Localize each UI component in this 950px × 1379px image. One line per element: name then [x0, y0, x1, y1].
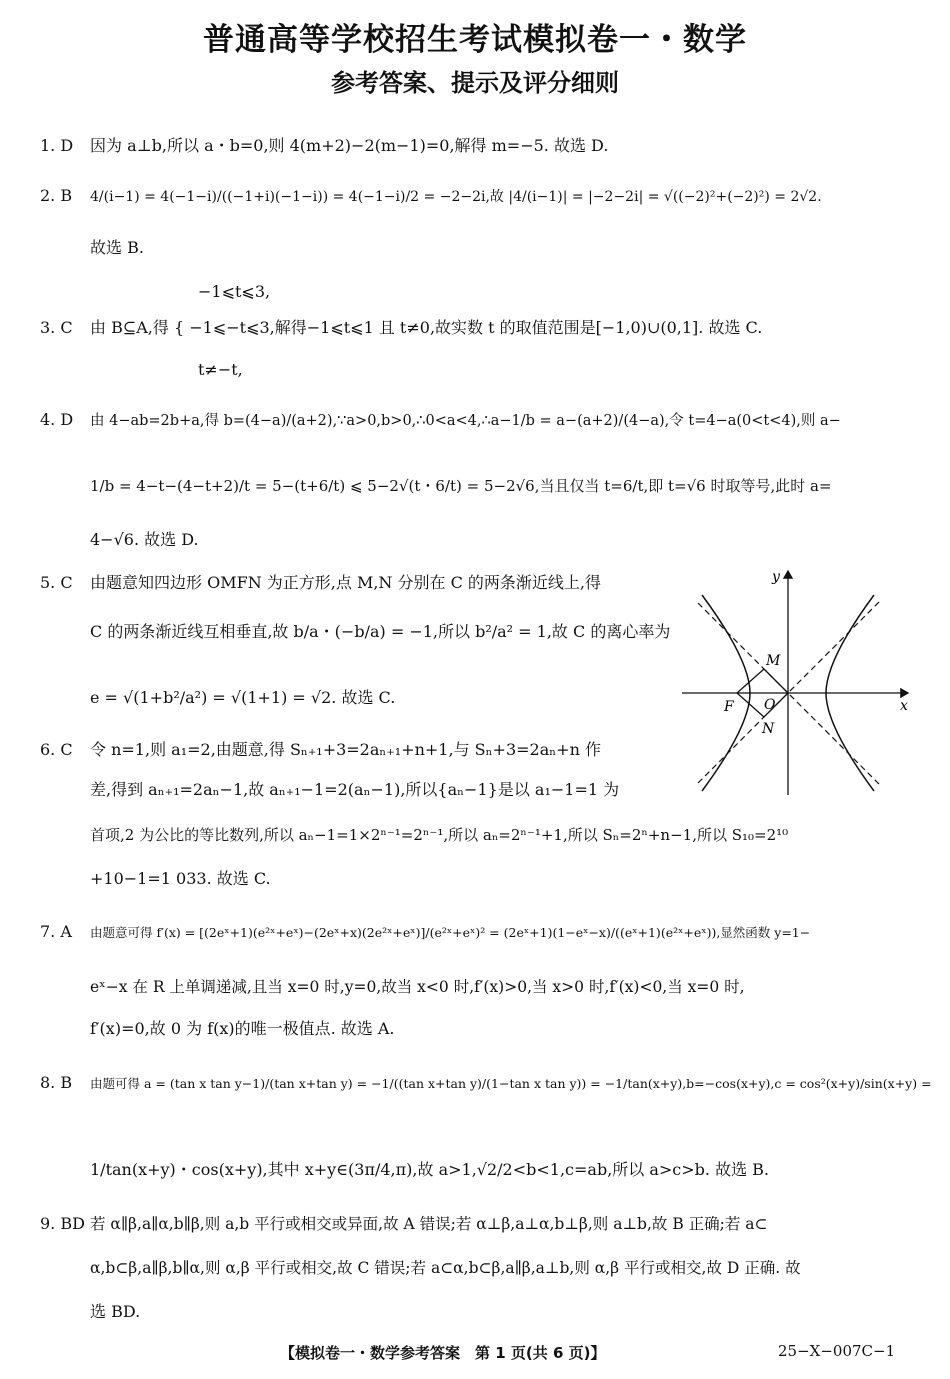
answer-line: 4−√6. 故选 D.: [90, 530, 199, 549]
answer-line: 差,得到 aₙ₊₁=2aₙ−1,故 aₙ₊₁−1=2(aₙ−1),所以{aₙ−1}是以 a₁−1=1 为: [90, 780, 620, 799]
answer-line: +10−1=1 033. 故选 C.: [90, 869, 271, 888]
answer-line: 5. C 由题意知四边形 OMFN 为正方形,点 M,N 分别在 C 的两条渐近线上,得: [40, 573, 602, 592]
answer-line: t≠−t,: [198, 360, 243, 379]
M-label: M: [766, 653, 781, 669]
answer-line: 1/b = 4−t−(4−t+2)/t = 5−(t+6/t) ⩽ 5−2√(t・6/t) = 5−2√6,当且仅当 t=6/t,即 t=√6 时取等号,此时 a=: [90, 477, 832, 495]
answer-line: 4. D 由 4−ab=2b+a,得 b=(4−a)/(a+2),∵a>0,b>0,∴0<a<4,∴a−1/b = a−(a+2)/(4−a),令 t=4−a(0<t<4),则 a−: [40, 410, 841, 429]
answer-line: 选 BD.: [90, 1302, 141, 1321]
answer-line: 6. C 令 n=1,则 a₁=2,由题意,得 Sₙ₊₁+3=2aₙ₊₁+n+1,与 Sₙ+3=2aₙ+n 作: [40, 740, 601, 759]
hyperbola-figure: [680, 565, 912, 799]
origin-label: O: [764, 697, 776, 713]
answer-line: e = √(1+b²/a²) = √(1+1) = √2. 故选 C.: [90, 688, 396, 707]
answer-line: C 的两条渐近线互相垂直,故 b/a・(−b/a) = −1,所以 b²/a² = 1,故 C 的离心率为: [90, 622, 671, 641]
answer-line: −1⩽t⩽3,: [198, 282, 271, 301]
answer-line: 首项,2 为公比的等比数列,所以 aₙ−1=1×2ⁿ⁻¹=2ⁿ⁻¹,所以 aₙ=2ⁿ⁻¹+1,所以 Sₙ=2ⁿ+n−1,所以 S₁₀=2¹⁰: [90, 826, 789, 844]
document-code: 25−X−007C−1: [778, 1342, 896, 1360]
F-label: F: [724, 699, 734, 715]
page-title: 普通高等学校招生考试模拟卷一・数学: [203, 22, 747, 58]
answer-line: 7. A 由题意可得 f′(x) = [(2eˣ+1)(e²ˣ+eˣ)−(2eˣ+x)(2e²ˣ+eˣ)]/(e²ˣ+eˣ)² = (2eˣ+1)(1−eˣ−x)/((eˣ+1)(e²ˣ+eˣ)),显然函数 y=1−: [40, 922, 811, 941]
answer-line: eˣ−x 在 R 上单调递减,且当 x=0 时,y=0,故当 x<0 时,f′(x)>0,当 x>0 时,f′(x)<0,当 x=0 时,: [90, 978, 745, 996]
answer-line: 9. BD 若 α∥β,a∥α,b∥β,则 a,b 平行或相交或异面,故 A 错误;若 α⊥β,a⊥α,b⊥β,则 a⊥b,故 B 正确;若 a⊂: [40, 1214, 768, 1233]
page-footer: 【模拟卷一・数学参考答案 第 1 页(共 6 页)】: [280, 1344, 606, 1362]
y-label: y: [772, 569, 780, 585]
answer-line: 故选 B.: [90, 238, 144, 257]
answer-line: 1/tan(x+y)・cos(x+y),其中 x+y∈(3π/4,π),故 a>1,√2/2<b<1,c=ab,所以 a>c>b. 故选 B.: [90, 1160, 770, 1179]
answer-line: 8. B 由题可得 a = (tan x tan y−1)/(tan x+tan y) = −1/((tan x+tan y)/(1−tan x tan y)) = −1/tan(x+y),b=−cos(x+y),c = cos²(x+y)/sin(x+y) =: [40, 1073, 932, 1092]
answer-line: α,b⊂β,a∥β,b∥α,则 α,β 平行或相交,故 C 错误;若 a⊂α,b⊂β,a∥β,a⊥b,则 α,β 平行或相交,故 D 正确. 故: [90, 1259, 801, 1277]
answer-line: 2. B 4/(i−1) = 4(−1−i)/((−1+i)(−1−i)) = 4(−1−i)/2 = −2−2i,故 |4/(i−1)| = |−2−2i| = √((−2)²+(−2)²) = 2√2.: [40, 186, 822, 205]
x-label: x: [900, 698, 908, 714]
page-subtitle: 参考答案、提示及评分细则: [331, 69, 619, 97]
N-label: N: [762, 721, 775, 737]
answer-line: 3. C 由 B⊆A,得 { −1⩽−t⩽3,解得−1⩽t⩽1 且 t≠0,故实数 t 的取值范围是[−1,0)∪(0,1]. 故选 C.: [40, 318, 763, 337]
answer-line: f′(x)=0,故 0 为 f(x)的唯一极值点. 故选 A.: [90, 1019, 395, 1038]
answer-line: 1. D 因为 a⊥b,所以 a・b=0,则 4(m+2)−2(m−1)=0,解得 m=−5. 故选 D.: [40, 136, 609, 155]
